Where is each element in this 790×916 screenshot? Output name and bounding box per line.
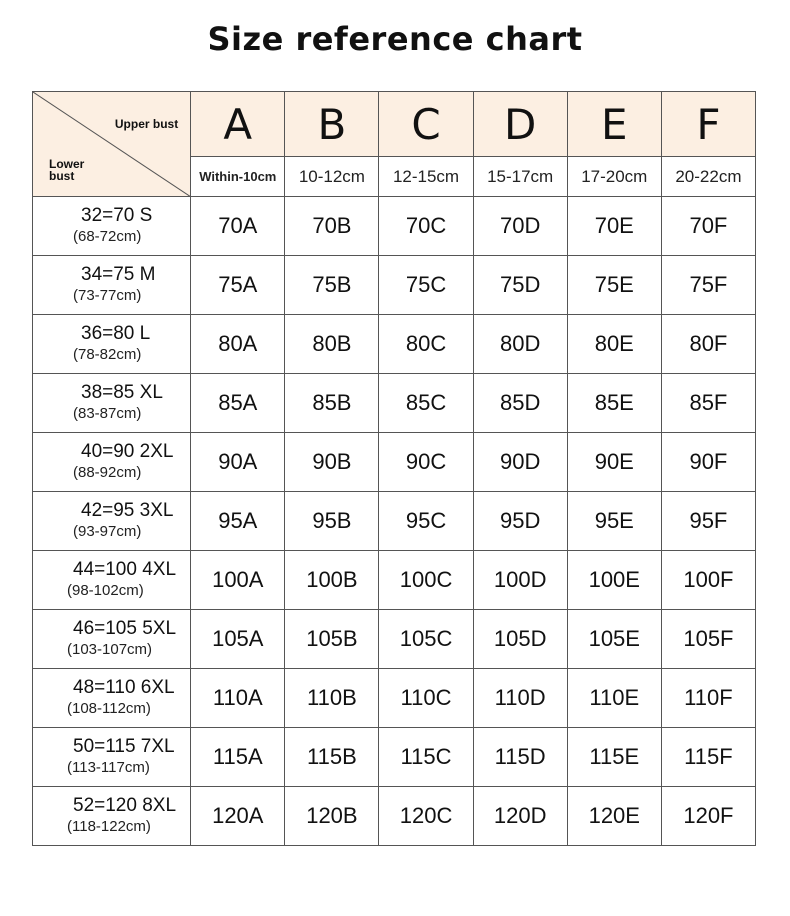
band-size-label: 42=95 3XL [81,500,174,521]
size-cell: 95B [285,492,379,551]
band-size-label: 38=85 XL [81,382,163,403]
cup-letter-d: D [473,92,567,157]
lower-bust-label: Lower bust [49,157,85,183]
size-cell: 100C [379,551,473,610]
size-cell: 95A [191,492,285,551]
size-cell: 70C [379,197,473,256]
cup-range-e: 17-20cm [567,157,661,197]
band-size-cell [33,728,191,787]
band-size-label: 36=80 L [81,323,151,344]
cup-range-d: 15-17cm [473,157,567,197]
page-title: Size reference chart [207,20,583,58]
band-measure-range: (93-97cm) [73,523,142,540]
size-cell: 90A [191,433,285,492]
size-cell: 70B [285,197,379,256]
size-cell: 115E [567,728,661,787]
size-cell: 70A [191,197,285,256]
band-measure-range: (98-102cm) [67,582,144,599]
band-size-label: 50=115 7XL [73,736,175,757]
band-measure-range: (83-87cm) [73,405,142,422]
size-cell: 105D [473,610,567,669]
band-size-label: 48=110 6XL [73,677,175,698]
size-cell: 75E [567,256,661,315]
size-cell: 70D [473,197,567,256]
size-table [32,91,756,846]
size-cell: 120F [661,787,755,846]
size-cell: 95E [567,492,661,551]
band-size-label: 40=90 2XL [81,441,174,462]
table-row [33,197,756,256]
band-size-cell [33,433,191,492]
upper-bust-label: Upper bust [114,117,179,131]
size-cell: 105C [379,610,473,669]
size-cell: 75F [661,256,755,315]
size-cell: 95D [473,492,567,551]
size-cell: 110A [191,669,285,728]
size-cell: 85C [379,374,473,433]
size-cell: 100A [191,551,285,610]
band-measure-range: (88-92cm) [73,464,142,481]
cup-letter-b: B [285,92,379,157]
size-cell: 85B [285,374,379,433]
band-measure-range: (108-112cm) [67,700,151,717]
size-cell: 100E [567,551,661,610]
size-cell: 80B [285,315,379,374]
size-cell: 115F [661,728,755,787]
table-row [33,551,756,610]
cup-range-c: 12-15cm [379,157,473,197]
cup-letter-e: E [567,92,661,157]
band-size-cell [33,315,191,374]
size-cell: 95F [661,492,755,551]
size-cell: 120A [191,787,285,846]
size-cell: 80C [379,315,473,374]
size-cell: 70F [661,197,755,256]
band-measure-range: (73-77cm) [73,287,142,304]
size-cell: 110C [379,669,473,728]
band-measure-range: (103-107cm) [67,641,153,658]
band-measure-range: (118-122cm) [67,818,151,835]
table-row [33,374,756,433]
size-cell: 80F [661,315,755,374]
size-cell: 85E [567,374,661,433]
size-cell: 85F [661,374,755,433]
cup-letter-a: A [191,92,285,157]
size-cell: 80A [191,315,285,374]
size-cell: 120E [567,787,661,846]
band-measure-range: (78-82cm) [73,346,142,363]
size-cell: 90E [567,433,661,492]
band-size-cell [33,551,191,610]
band-size-cell [33,256,191,315]
size-cell: 120B [285,787,379,846]
size-cell: 110E [567,669,661,728]
size-cell: 110F [661,669,755,728]
size-cell: 115B [285,728,379,787]
size-cell: 115C [379,728,473,787]
band-size-label: 44=100 4XL [73,559,177,580]
size-cell: 85A [191,374,285,433]
cup-range-b: 10-12cm [285,157,379,197]
band-size-cell [33,492,191,551]
table-row [33,728,756,787]
table-row [33,315,756,374]
size-cell: 85D [473,374,567,433]
size-cell: 100B [285,551,379,610]
header-row-cups [33,92,756,157]
size-cell: 80D [473,315,567,374]
band-measure-range: (68-72cm) [73,228,142,245]
size-cell: 100D [473,551,567,610]
size-cell: 105E [567,610,661,669]
size-cell: 120D [473,787,567,846]
cup-range-f: 20-22cm [661,157,755,197]
table-row [33,669,756,728]
size-cell: 75B [285,256,379,315]
size-cell: 90B [285,433,379,492]
band-size-label: 52=120 8XL [73,795,177,816]
cup-letter-c: C [379,92,473,157]
corner-cell [33,92,191,197]
band-measure-range: (113-117cm) [67,759,150,776]
size-cell: 105B [285,610,379,669]
band-size-cell [33,610,191,669]
band-size-cell [33,787,191,846]
size-cell: 80E [567,315,661,374]
size-cell: 90F [661,433,755,492]
cup-letter-f: F [661,92,755,157]
size-cell: 110B [285,669,379,728]
size-cell: 75C [379,256,473,315]
size-cell: 75A [191,256,285,315]
size-cell: 95C [379,492,473,551]
band-size-label: 46=105 5XL [73,618,177,639]
band-size-cell [33,374,191,433]
band-size-cell [33,197,191,256]
cup-range-a: Within-10cm [191,157,285,197]
size-cell: 100F [661,551,755,610]
size-cell: 70E [567,197,661,256]
size-cell: 115A [191,728,285,787]
size-cell: 105A [191,610,285,669]
band-size-label: 32=70 S [81,205,153,226]
table-row [33,256,756,315]
size-cell: 120C [379,787,473,846]
size-cell: 75D [473,256,567,315]
size-cell: 90D [473,433,567,492]
table-row [33,492,756,551]
size-cell: 90C [379,433,473,492]
size-cell: 105F [661,610,755,669]
table-row [33,433,756,492]
band-size-cell [33,669,191,728]
band-size-label: 34=75 M [81,264,156,285]
table-row [33,787,756,846]
size-cell: 115D [473,728,567,787]
size-cell: 110D [473,669,567,728]
table-row [33,610,756,669]
